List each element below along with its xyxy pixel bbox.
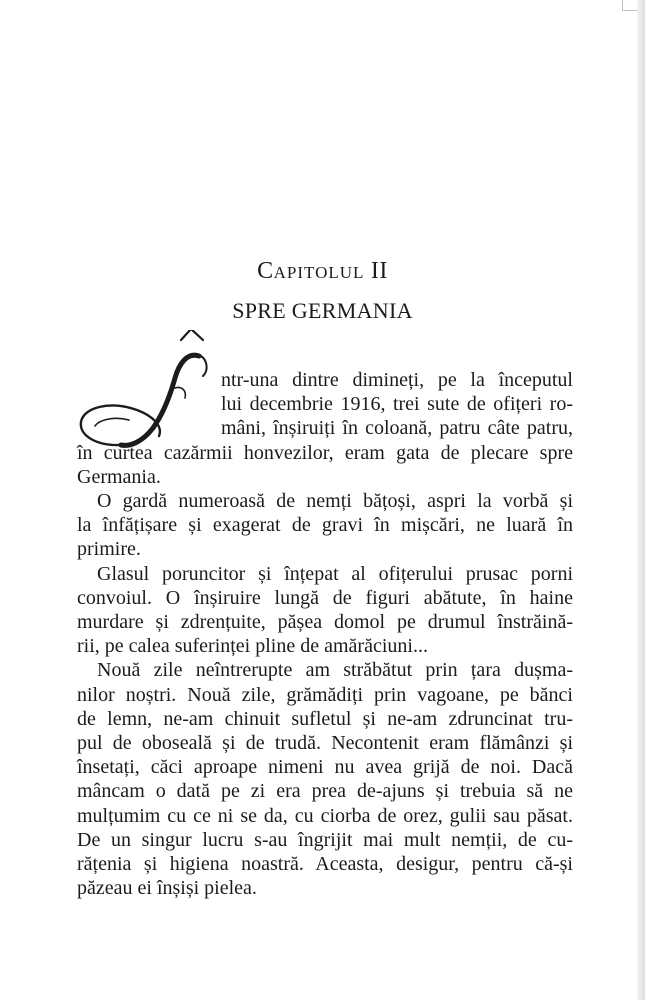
text-line: primire. (77, 538, 141, 561)
body-text (77, 368, 573, 900)
text-line: nilor noștri. Nouă zile, grămădiți prin vagoane, pe bănci (77, 683, 573, 706)
chapter-number: II (364, 258, 388, 284)
chapter-label-initial: C (257, 258, 274, 284)
text-line: Nouă zile neîntrerupte am străbătut prin țara dușma- (97, 659, 573, 682)
text-line: Glasul poruncitor și înțepat al ofițerului prusac porni (97, 562, 573, 585)
text-line: rățenia și higiena noastră. Aceasta, desigur, pentru că-și (77, 853, 573, 876)
text-line: mâncam o dată pe zi era prea de-ajuns și trebuia să ne (77, 780, 573, 803)
text-line: mulțumim cu ce ni se da, cu ciorba de orez, gulii sau păsat. (77, 804, 573, 827)
chapter-label (0, 258, 645, 285)
text-line: rii, pe calea suferinței pline de amărăciuni... (77, 635, 428, 658)
chapter-title: SPRE GERMANIA (232, 298, 413, 323)
text-line: de lemn, ne-am chinuit sufletul și ne-am zdruncinat tru- (77, 707, 573, 730)
text-line: păzeau ei înșiși pielea. (77, 877, 257, 900)
text-line: lui decembrie 1916, trei sute de ofițeri ro- (221, 393, 573, 416)
text-line: ntr-una dintre dimineți, pe la începutul (221, 369, 573, 391)
text-line: la înfățișare și exagerat de gravi în mișcări, ne luară în (77, 514, 573, 537)
text-line: în curtea cazărmii honvezilor, eram gata de plecare spre (77, 441, 573, 464)
text-line: pul de oboseală și de trudă. Necontenit eram flămânzi și (77, 732, 573, 755)
text-line: De un singur lucru s-au îngrijit mai mult nemții, de cu- (77, 828, 573, 851)
text-line: Germania. (77, 465, 161, 488)
corner-mark (622, 0, 637, 11)
page-edge (637, 0, 645, 1000)
text-line: O gardă numeroasă de nemți bățoși, aspri la vorbă și (97, 490, 573, 513)
text-line: murdare și zdrențuite, pășea domol pe drumul înstrăină- (77, 611, 573, 634)
chapter-label-rest: APITOLUL (273, 263, 365, 282)
text-line: convoiul. O înșiruire lungă de figuri abătute, în haine (77, 586, 573, 609)
svg-text:Î: Î (75, 330, 76, 331)
text-line: mâni, înșiruiți în coloană, patru câte patru, (221, 417, 573, 440)
text-line: însetați, căci aproape nimeni nu avea grijă de noi. Dacă (77, 756, 573, 779)
